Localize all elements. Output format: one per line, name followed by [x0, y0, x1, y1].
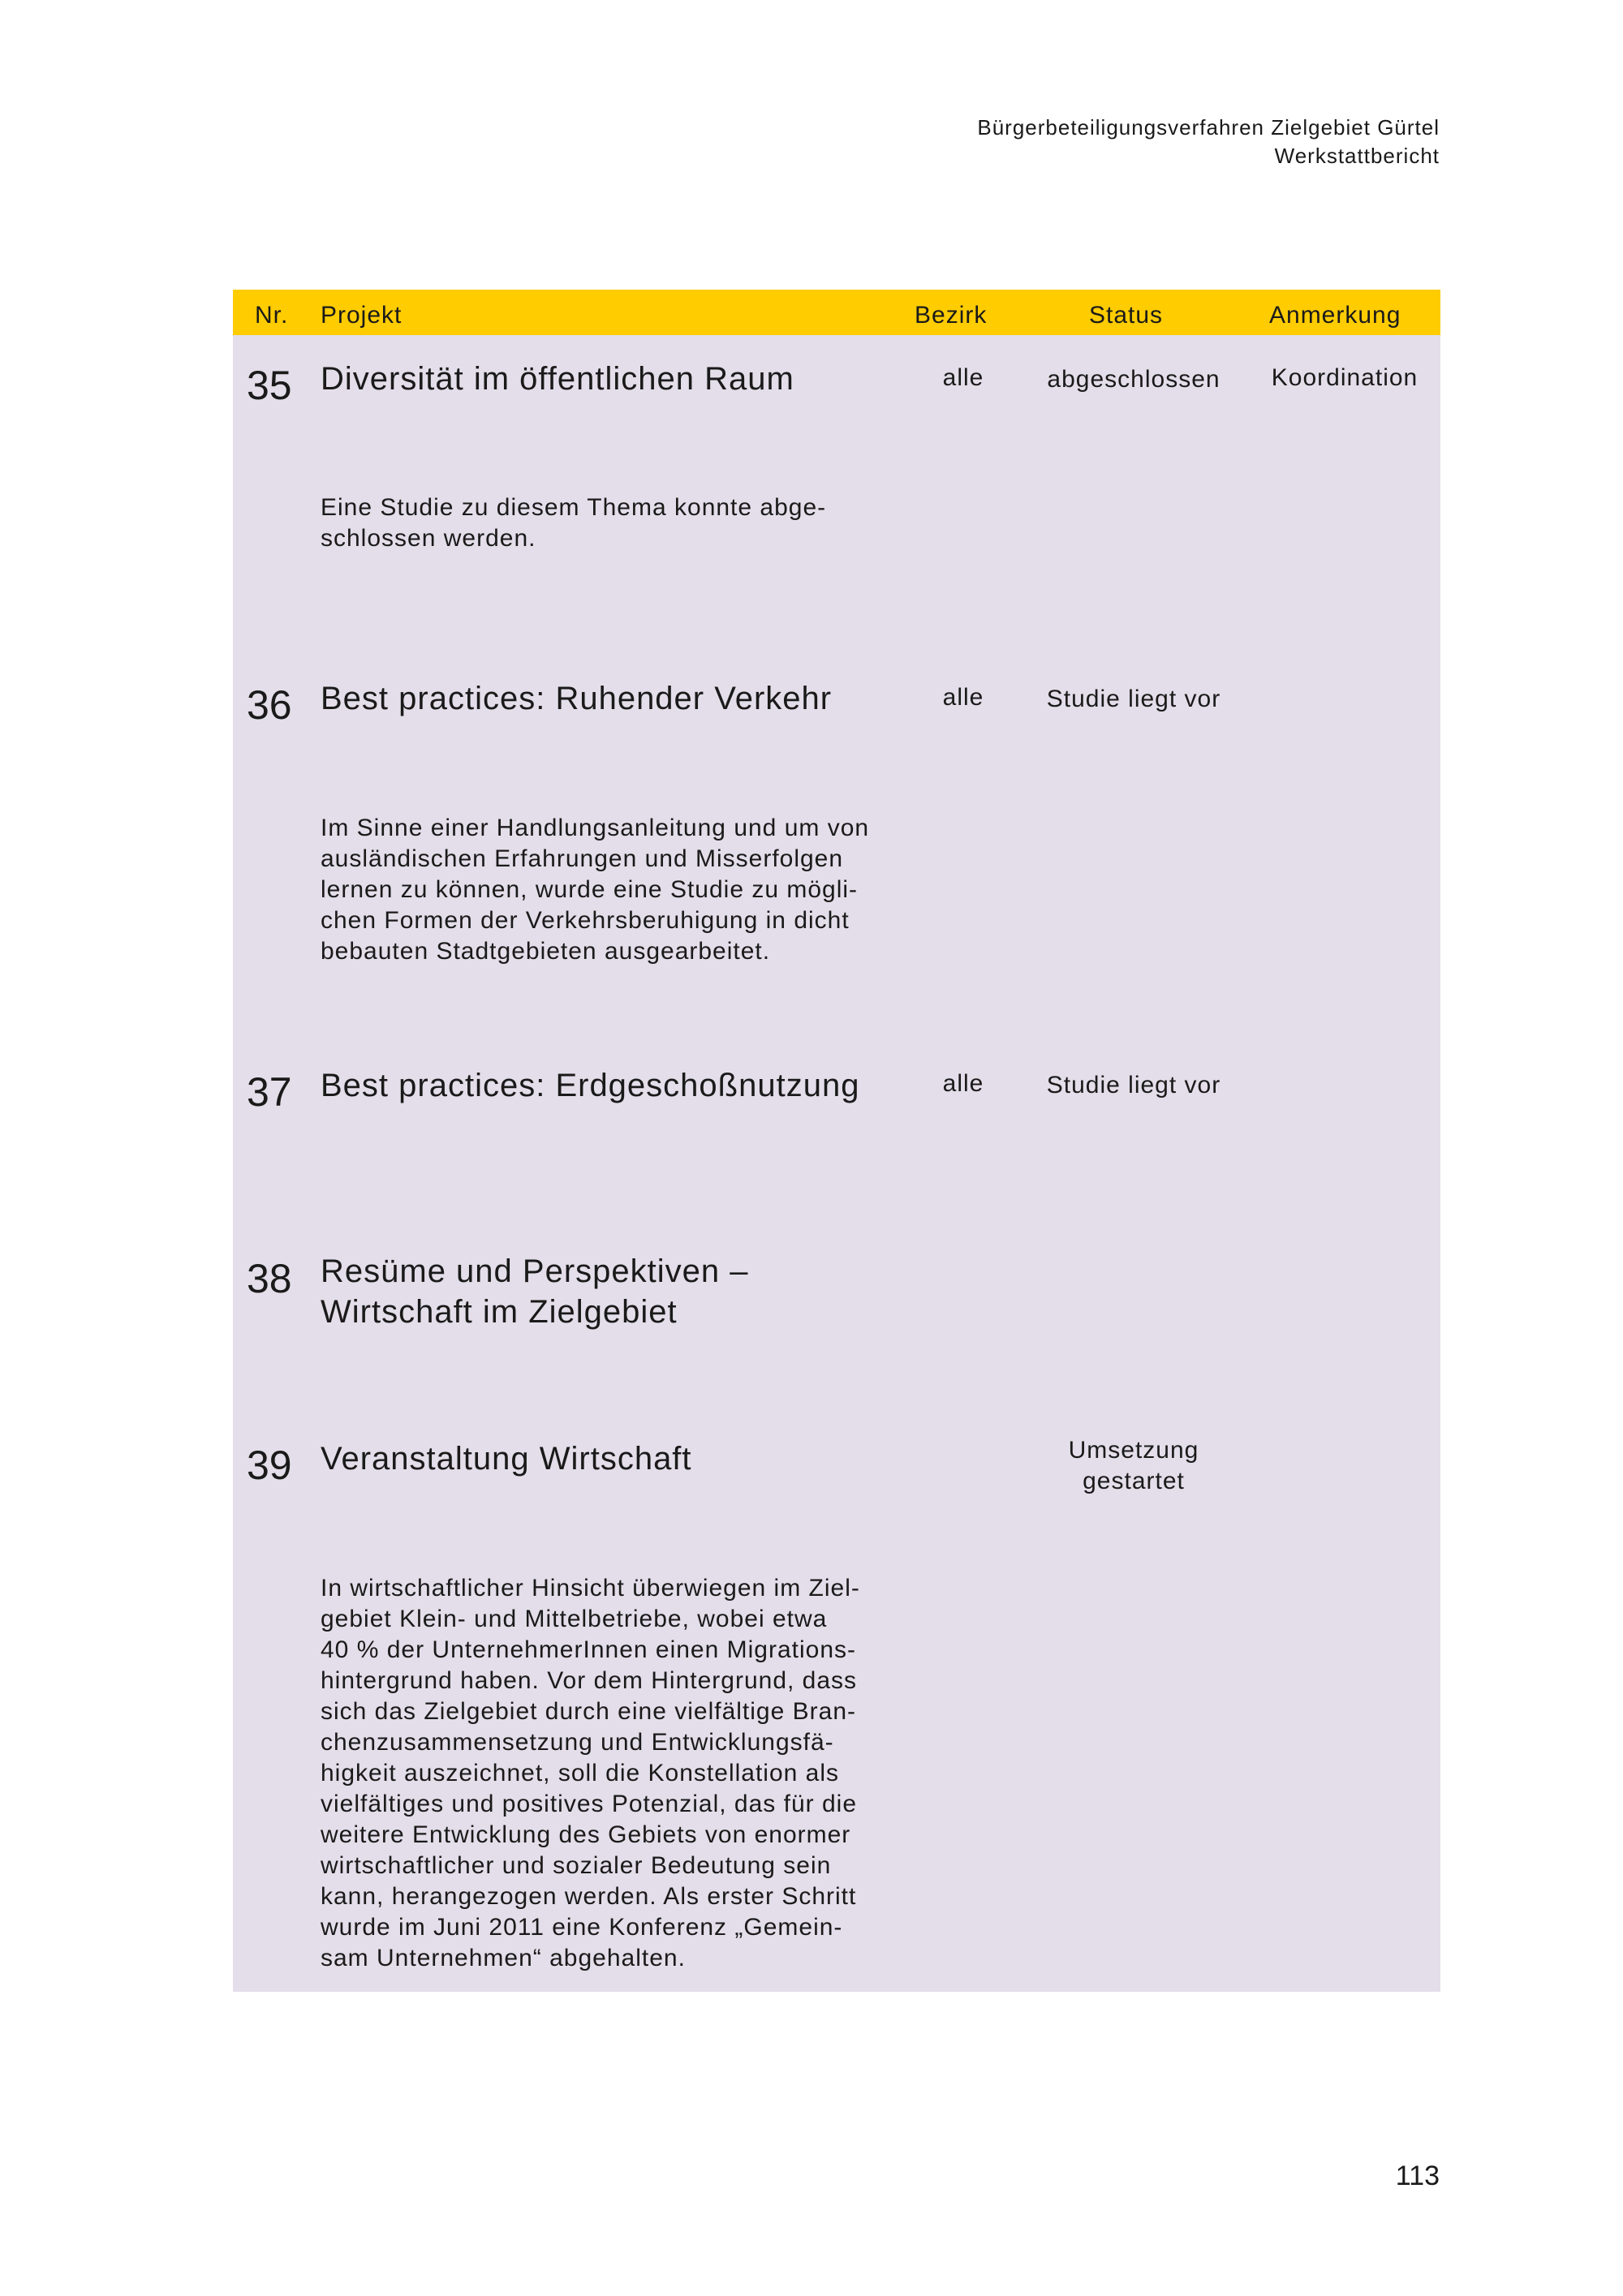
project-number: 35 [247, 363, 292, 408]
status-line: Studie liegt vor [1046, 686, 1221, 712]
project-title-line: Resüme und Perspektiven – [321, 1253, 749, 1289]
column-header-status: Status [1089, 302, 1164, 329]
page-number: 113 [1395, 2161, 1440, 2191]
status-value [1012, 684, 1255, 715]
description-line: schlossen werden. [321, 525, 536, 552]
project-table [233, 290, 1440, 1992]
description-line: sam Unternehmen“ abgehalten. [321, 1945, 686, 1971]
description-line: Eine Studie zu diesem Thema konnte abge- [321, 494, 827, 521]
project-title-line: Best practices: Ruhender Verkehr [321, 681, 833, 716]
column-header-projekt: Projekt [321, 302, 403, 329]
status-line: Umsetzung [1068, 1437, 1199, 1464]
description-line: chen Formen der Verkehrsberuhigung in dicht [321, 907, 850, 934]
running-header [977, 114, 1440, 170]
project-number: 37 [247, 1069, 292, 1115]
description-line: Im Sinne einer Handlungsanleitung und um von [321, 815, 870, 841]
description-line: higkeit auszeichnet, soll die Konstellation als [321, 1760, 840, 1786]
project-description [321, 1573, 905, 1974]
description-line: gebiet Klein- und Mittelbetriebe, wobei etwa [321, 1606, 828, 1632]
table-header [233, 290, 1440, 335]
bezirk-value: alle [942, 364, 984, 391]
project-title [321, 359, 794, 399]
status-value [1012, 364, 1255, 395]
project-title [321, 1438, 692, 1479]
description-line: vielfältiges und positives Potenzial, das für die [321, 1791, 858, 1817]
status-line: abgeschlossen [1047, 366, 1220, 393]
description-line: bebauten Stadtgebieten ausgearbeitet. [321, 938, 771, 965]
column-header-nr: Nr. [255, 302, 289, 329]
project-description [321, 492, 905, 554]
description-line: 40 % der UnternehmerInnen einen Migrations- [321, 1636, 857, 1663]
bezirk-value: alle [942, 1070, 984, 1097]
description-line: kann, herangezogen werden. Als erster Schritt [321, 1883, 857, 1910]
description-line: ausländischen Erfahrungen und Misserfolgen [321, 845, 844, 872]
description-line: chenzusammensetzung und Entwicklungsfä- [321, 1729, 834, 1756]
status-value [1012, 1435, 1255, 1497]
description-line: weitere Entwicklung des Gebiets von enormer [321, 1821, 851, 1848]
description-line: wurde im Juni 2011 eine Konferenz „Gemein- [321, 1914, 843, 1941]
status-line: gestartet [1083, 1468, 1185, 1494]
project-number: 38 [247, 1256, 292, 1301]
project-number: 39 [247, 1443, 292, 1488]
project-number: 36 [247, 682, 292, 728]
column-header-bezirk: Bezirk [915, 302, 988, 329]
description-line: hintergrund haben. Vor dem Hintergrund, dass [321, 1667, 858, 1694]
project-title [321, 678, 832, 719]
anmerkung-value: Koordination [1271, 364, 1419, 391]
project-title [321, 1065, 859, 1106]
header-title: Bürgerbeteiligungsverfahren Zielgebiet Gürtel [977, 115, 1440, 140]
project-title-line: Veranstaltung Wirtschaft [321, 1441, 692, 1477]
description-line: In wirtschaftlicher Hinsicht überwiegen im Ziel- [321, 1575, 860, 1602]
status-value [1012, 1070, 1255, 1101]
bezirk-value: alle [942, 684, 984, 711]
project-title [321, 1251, 749, 1332]
project-title-line: Diversität im öffentlichen Raum [321, 361, 794, 397]
project-title-line: Best practices: Erdgeschoßnutzung [321, 1068, 860, 1103]
column-header-anmerkung: Anmerkung [1269, 302, 1401, 329]
description-line: lernen zu können, wurde eine Studie zu mögli- [321, 876, 859, 903]
project-description [321, 813, 905, 967]
header-subtitle: Werkstattbericht [1274, 144, 1440, 168]
description-line: wirtschaftlicher und sozialer Bedeutung sein [321, 1852, 832, 1879]
project-title-line: Wirtschaft im Zielgebiet [321, 1294, 678, 1330]
status-line: Studie liegt vor [1046, 1072, 1221, 1099]
description-line: sich das Zielgebiet durch eine vielfältige Bran- [321, 1698, 856, 1725]
